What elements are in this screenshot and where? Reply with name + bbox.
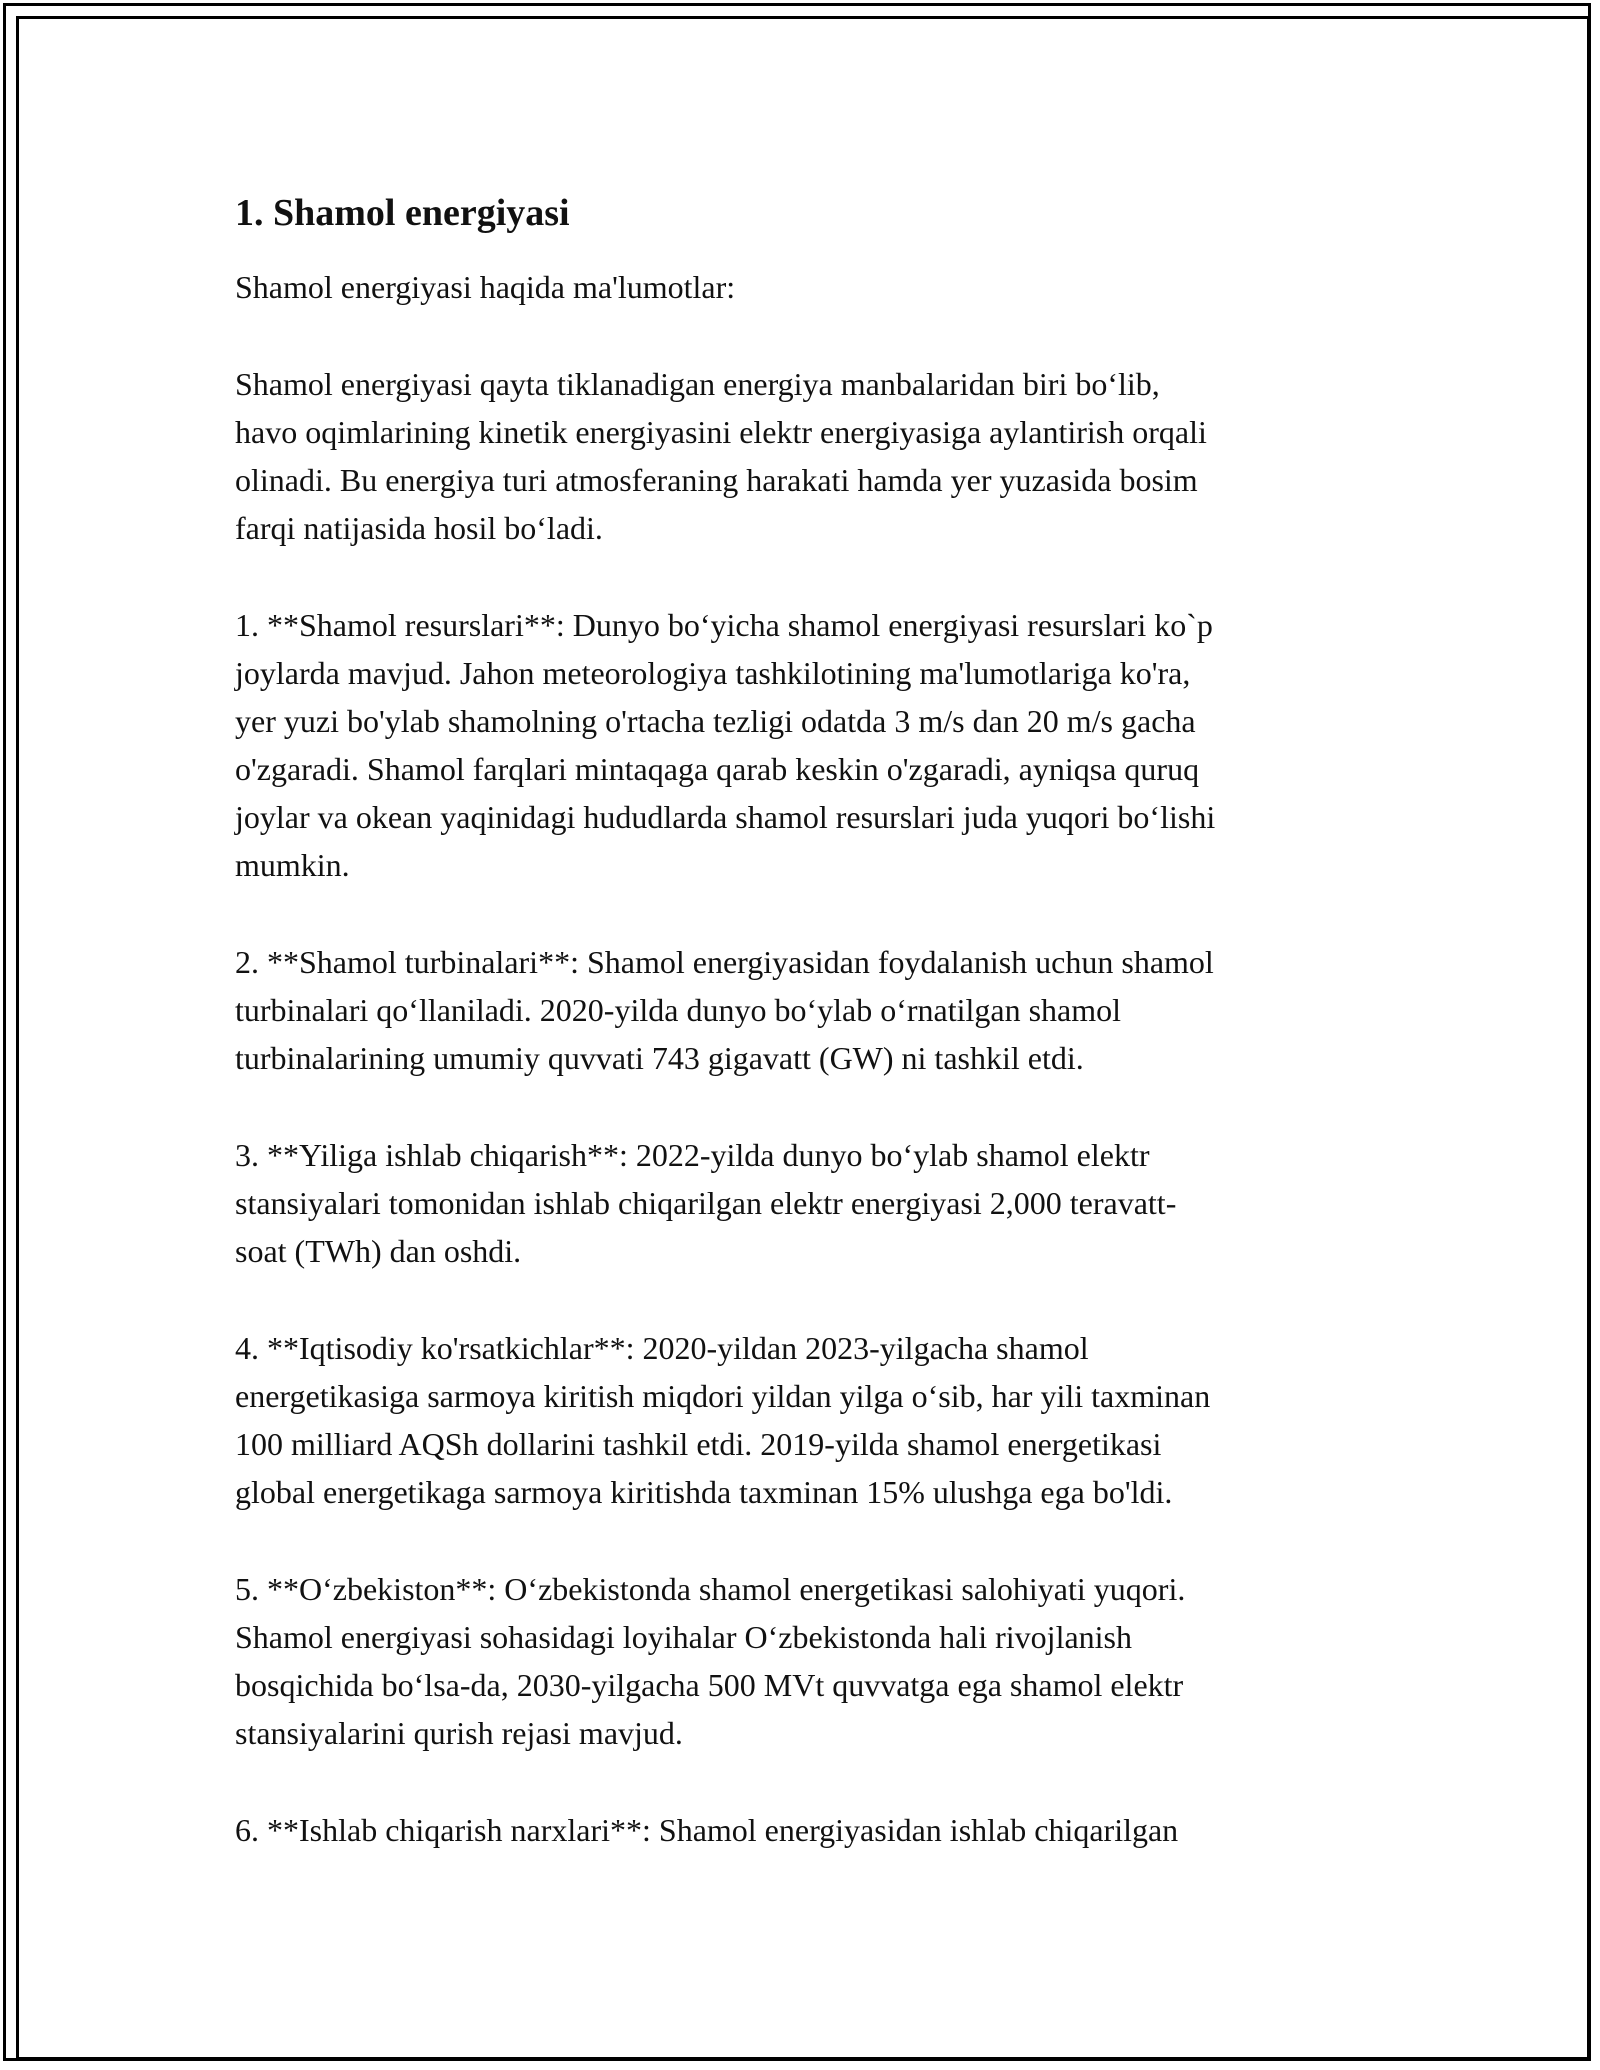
item-annual-production: 3. **Yiliga ishlab chiqarish**: 2022-yilda dunyo bo‘ylab shamol elektr stansiyalari tomonidan ishlab chiqarilgan elektr energiyasi 2,000 teravatt- soat (TWh) dan oshdi. (235, 1137, 1177, 1269)
intro-paragraph: Shamol energiyasi qayta tiklanadigan energiya manbalaridan biri bo‘lib, havo oqimlarining kinetik energiyasini elektr energiyasiga aylantirish orqali olinadi. Bu energiya turi atmosferaning harakati hamda yer yuzasida bosim farqi natijasida hosil bo‘ladi. (235, 366, 1207, 546)
document-body (235, 185, 1375, 1903)
intro-line: Shamol energiyasi haqida ma'lumotlar: (235, 269, 736, 305)
item-wind-resources: 1. **Shamol resurslari**: Dunyo bo‘yicha shamol energiyasi resurslari ko`p joylarda mavjud. Jahon meteorologiya tashkilotining ma'lumotlariga ko'ra, yer yuzi bo'ylab shamolning o'rtacha tezligi odatda 3 m/s dan 20 m/s gacha o'zgaradi. Shamol farqlari mintaqaga qarab keskin o'zgaradi, ayniqsa quruq joylar va okean yaqinidagi hududlarda shamol resurslari juda yuqori bo‘lishi mumkin. (235, 607, 1216, 883)
item-economic-indicators: 4. **Iqtisodiy ko'rsatkichlar**: 2020-yildan 2023-yilgacha shamol energetikasiga sarmoya kiritish miqdori yildan yilga o‘sib, har yili taxminan 100 milliard AQSh dollarini tashkil etdi. 2019-yilda shamol energetikasi global energetikaga sarmoya kiritishda taxminan 15% ulushga ega bo'ldi. (235, 1330, 1211, 1510)
item-wind-turbines: 2. **Shamol turbinalari**: Shamol energiyasidan foydalanish uchun shamol turbinalari qo‘llaniladi. 2020-yilda dunyo bo‘ylab o‘rnatilgan shamol turbinalarining umumiy quvvati 743 gigavatt (GW) ni tashkil etdi. (235, 944, 1214, 1076)
item-production-prices: 6. **Ishlab chiqarish narxlari**: Shamol energiyasidan ishlab chiqarilgan (235, 1812, 1179, 1848)
item-uzbekistan: 5. **O‘zbekiston**: O‘zbekistonda shamol energetikasi salohiyati yuqori. Shamol energiyasi sohasidagi loyihalar O‘zbekistonda hali rivojlanish bosqichida bo‘lsa-da, 2030-yilgacha 500 MVt quvvatga ega shamol elektr stansiyalarini qurish rejasi mavjud. (235, 1571, 1186, 1751)
document-title: 1. Shamol energiyasi (235, 192, 570, 234)
